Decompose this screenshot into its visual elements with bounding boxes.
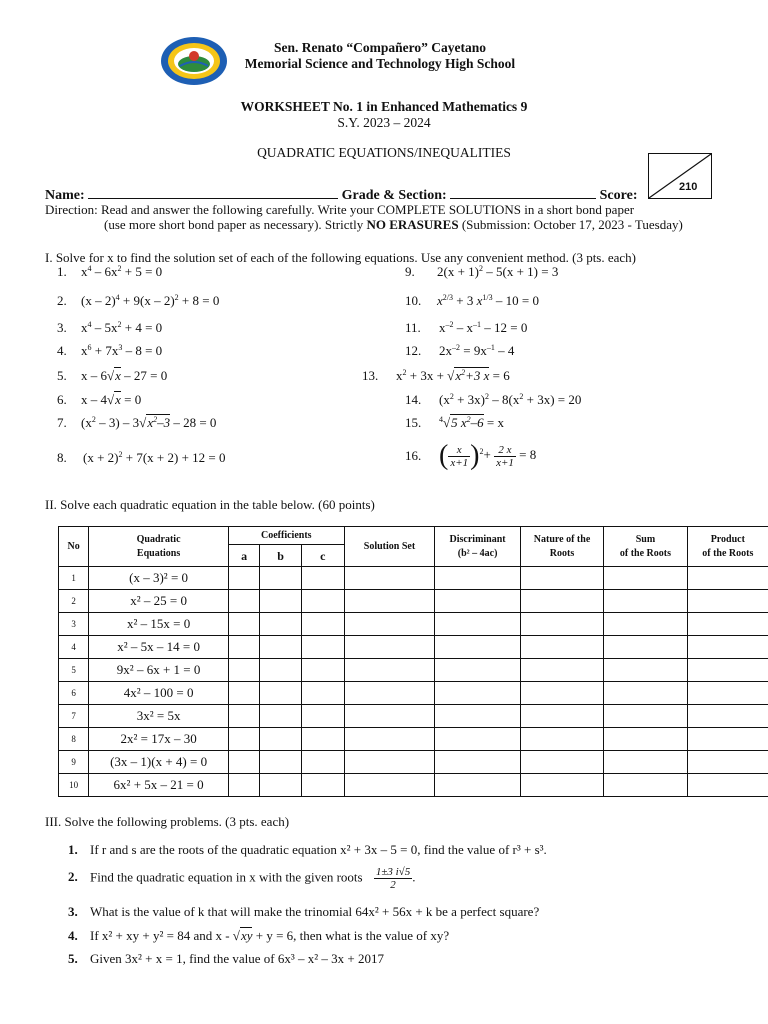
table-row xyxy=(59,728,768,751)
answer-cell[interactable] xyxy=(260,567,302,590)
answer-cell[interactable] xyxy=(301,728,344,751)
answer-cell[interactable] xyxy=(520,590,603,613)
school-year: S.Y. 2023 – 2024 xyxy=(337,115,431,130)
answer-cell[interactable] xyxy=(228,728,259,751)
part1-item-16: 16. ( $\frac{x}{x+1}$ )$^2$+ $\frac{2 x}{x+1}$ = 8 xyxy=(405,440,537,471)
answer-cell[interactable] xyxy=(344,682,435,705)
row-equation: (x – 3)² = 0 xyxy=(89,567,229,590)
row-equation: 6x² + 5x – 21 = 0 xyxy=(89,774,229,797)
table-row xyxy=(59,567,768,590)
quadratic-table xyxy=(58,526,768,797)
row-equation: x² – 15x = 0 xyxy=(89,613,229,636)
part1-item-11: 11. $x^{-2} - x^{-1} - 12 = 0$ xyxy=(405,320,528,335)
header-quadratic-equations: Quadratic Equations xyxy=(89,527,229,567)
answer-cell[interactable] xyxy=(301,590,344,613)
answer-cell[interactable] xyxy=(260,705,302,728)
answer-cell[interactable] xyxy=(260,659,302,682)
name-label: Name: xyxy=(45,188,85,203)
answer-cell[interactable] xyxy=(604,590,687,613)
table-row xyxy=(59,774,768,797)
answer-cell[interactable] xyxy=(228,567,259,590)
answer-cell[interactable] xyxy=(520,613,603,636)
answer-cell[interactable] xyxy=(301,682,344,705)
table-row xyxy=(59,590,768,613)
part1-item-13: 13. $x^2 + 3x + √x^2+3$ x = 6 xyxy=(362,368,510,383)
problem-4: 4. If x² + xy + y² = 84 and x - √xy + y = 6, then what is the value of xy? xyxy=(68,928,450,943)
answer-cell[interactable] xyxy=(301,636,344,659)
problem-2: 2. Find the quadratic equation in x with the given roots $\frac{1\pm 3 i√5}{2}$ . xyxy=(68,866,416,891)
header-c: c xyxy=(301,545,344,567)
answer-cell[interactable] xyxy=(260,636,302,659)
answer-cell[interactable] xyxy=(687,705,768,728)
answer-cell[interactable] xyxy=(604,705,687,728)
row-number: 6 xyxy=(59,682,89,705)
answer-cell[interactable] xyxy=(520,774,603,797)
part1-item-9: 9. $2(x + 1)^2 - 5(x + 1) = 3$ xyxy=(405,264,559,279)
part1-item-15: 15. $^4$√5 $x^2-6 = x$ xyxy=(405,415,505,430)
row-number: 9 xyxy=(59,751,89,774)
answer-cell[interactable] xyxy=(687,751,768,774)
answer-cell[interactable] xyxy=(344,590,435,613)
part3-instruction: III. Solve the following problems. (3 pts. each) xyxy=(45,814,290,829)
part1-item-7: 7. $(x^2 - 3) - 3√x^2-3 - 28 = 0$ xyxy=(57,415,217,430)
answer-cell[interactable] xyxy=(604,613,687,636)
row-number: 7 xyxy=(59,705,89,728)
answer-cell[interactable] xyxy=(228,590,259,613)
direction-line1: Direction: Read and answer the following carefully. Write your COMPLETE SOLUTIONS in a short bond paper xyxy=(45,202,635,217)
answer-cell[interactable] xyxy=(260,682,302,705)
part1-item-6: 6. x – 4√x = 0 xyxy=(57,392,142,407)
answer-cell[interactable] xyxy=(520,751,603,774)
header-product-of-roots: Product of the Roots xyxy=(687,527,768,567)
score-label: Score: xyxy=(599,188,638,203)
answer-cell[interactable] xyxy=(687,613,768,636)
school-name-line2: Memorial Science and Technology High School xyxy=(244,56,516,71)
answer-cell[interactable] xyxy=(687,590,768,613)
part1-item-1: 1. $x^4 - 6x^2 + 5 = 0$ xyxy=(57,264,163,279)
school-logo-icon xyxy=(160,36,228,86)
answer-cell[interactable] xyxy=(435,590,520,613)
answer-cell[interactable] xyxy=(228,682,259,705)
row-number: 1 xyxy=(59,567,89,590)
answer-cell[interactable] xyxy=(228,705,259,728)
answer-cell[interactable] xyxy=(344,636,435,659)
problem-1: 1. If r and s are the roots of the quadratic equation x² + 3x – 5 = 0, find the value of r³ + s³. xyxy=(68,842,547,857)
part1-item-14: 14. $(x^2 + 3x)^2 - 8(x^2 + 3x) = 20$ xyxy=(405,392,582,407)
header-discriminant: Discriminant (b² – 4ac) xyxy=(435,527,520,567)
answer-cell[interactable] xyxy=(301,751,344,774)
table-row xyxy=(59,705,768,728)
part2-instruction: II. Solve each quadratic equation in the table below. (60 points) xyxy=(45,497,375,512)
header-solution-set: Solution Set xyxy=(344,527,435,567)
answer-cell[interactable] xyxy=(228,751,259,774)
part1-instruction: I. Solve for x to find the solution set of each of the following equations. Use any convenient method. (3 pts. each) xyxy=(45,250,636,265)
answer-cell[interactable] xyxy=(301,774,344,797)
answer-cell[interactable] xyxy=(687,567,768,590)
direction-line2: (use more short bond paper as necessary). Strictly NO ERASURES (Submission: October 17, 2023 - Tuesday) xyxy=(104,217,683,232)
answer-cell[interactable] xyxy=(435,751,520,774)
answer-cell[interactable] xyxy=(260,613,302,636)
row-equation: 2x² = 17x – 30 xyxy=(89,728,229,751)
no-erasures: NO ERASURES xyxy=(366,217,459,232)
problem-3: 3. What is the value of k that will make the trinomial 64x² + 56x + k be a perfect square? xyxy=(68,904,540,919)
problem-5: 5. Given 3x² + x = 1, find the value of 6x³ – x² – 3x + 2017 xyxy=(68,951,385,966)
answer-cell[interactable] xyxy=(435,682,520,705)
part1-item-5: 5. x – 6√x – 27 = 0 xyxy=(57,368,168,383)
answer-cell[interactable] xyxy=(687,682,768,705)
answer-cell[interactable] xyxy=(228,636,259,659)
table-row xyxy=(59,659,768,682)
table-row xyxy=(59,682,768,705)
answer-cell[interactable] xyxy=(344,774,435,797)
part1-item-2: 2. (x – 2)$^4$ + 9(x – 2)$^2$ + 8 = 0 xyxy=(57,293,220,308)
header-b: b xyxy=(260,545,302,567)
answer-cell[interactable] xyxy=(228,659,259,682)
part1-item-8: 8. $(x + 2)^2 + 7(x + 2) + 12 = 0$ xyxy=(57,450,226,465)
row-number: 3 xyxy=(59,613,89,636)
row-number: 10 xyxy=(59,774,89,797)
part1-item-3: 3. $x^4 - 5x^2 + 4 = 0$ xyxy=(57,320,163,335)
score-value: 210 xyxy=(679,181,698,193)
answer-cell[interactable] xyxy=(301,659,344,682)
header-nature-of-roots: Nature of the Roots xyxy=(520,527,603,567)
topic-title: QUADRATIC EQUATIONS/INEQUALITIES xyxy=(257,145,511,160)
answer-cell[interactable] xyxy=(301,567,344,590)
grade-section-field[interactable] xyxy=(450,187,596,199)
header-coefficients: Coefficients xyxy=(228,527,344,545)
table-row xyxy=(59,613,768,636)
row-equation: x² – 25 = 0 xyxy=(89,590,229,613)
part1-item-10: 10. $x^{2/3} + 3$ $x^{1/3} - 10 = 0$ xyxy=(405,293,539,308)
row-equation: (3x – 1)(x + 4) = 0 xyxy=(89,751,229,774)
worksheet-title: WORKSHEET No. 1 in Enhanced Mathematics 9 xyxy=(240,99,528,114)
answer-cell[interactable] xyxy=(435,613,520,636)
row-number: 8 xyxy=(59,728,89,751)
answer-cell[interactable] xyxy=(687,659,768,682)
answer-cell[interactable] xyxy=(604,659,687,682)
answer-cell[interactable] xyxy=(604,567,687,590)
answer-cell[interactable] xyxy=(260,728,302,751)
answer-cell[interactable] xyxy=(520,682,603,705)
header-no: No xyxy=(59,527,89,567)
answer-cell[interactable] xyxy=(435,705,520,728)
answer-cell[interactable] xyxy=(301,705,344,728)
answer-cell[interactable] xyxy=(344,659,435,682)
answer-cell[interactable] xyxy=(228,613,259,636)
part1-item-4: 4. $x^6 + 7x^3 - 8 = 0$ xyxy=(57,343,163,358)
grade-section-label: Grade & Section: xyxy=(341,188,447,203)
row-number: 2 xyxy=(59,590,89,613)
row-equation: 9x² – 6x + 1 = 0 xyxy=(89,659,229,682)
answer-cell[interactable] xyxy=(604,636,687,659)
table-row xyxy=(59,636,768,659)
row-number: 5 xyxy=(59,659,89,682)
answer-cell[interactable] xyxy=(260,774,302,797)
answer-cell[interactable] xyxy=(520,728,603,751)
answer-cell[interactable] xyxy=(687,728,768,751)
answer-cell[interactable] xyxy=(435,567,520,590)
row-number: 4 xyxy=(59,636,89,659)
answer-cell[interactable] xyxy=(344,567,435,590)
header-a: a xyxy=(228,545,259,567)
answer-cell[interactable] xyxy=(435,636,520,659)
answer-cell[interactable] xyxy=(604,774,687,797)
name-field[interactable] xyxy=(88,187,338,199)
answer-cell[interactable] xyxy=(604,728,687,751)
answer-cell[interactable] xyxy=(301,613,344,636)
answer-cell[interactable] xyxy=(435,659,520,682)
answer-cell[interactable] xyxy=(604,751,687,774)
answer-cell[interactable] xyxy=(687,774,768,797)
part1-item-12: 12. $2x^{-2} = 9x^{-1} - 4$ xyxy=(405,343,515,358)
answer-cell[interactable] xyxy=(344,728,435,751)
answer-cell[interactable] xyxy=(344,613,435,636)
answer-cell[interactable] xyxy=(687,636,768,659)
answer-cell[interactable] xyxy=(520,567,603,590)
row-equation: x² – 5x – 14 = 0 xyxy=(89,636,229,659)
row-equation: 4x² – 100 = 0 xyxy=(89,682,229,705)
score-box xyxy=(648,153,712,199)
school-name-line1: Sen. Renato “Compañero” Cayetano xyxy=(274,40,486,55)
answer-cell[interactable] xyxy=(435,774,520,797)
row-equation: 3x² = 5x xyxy=(89,705,229,728)
table-row xyxy=(59,751,768,774)
answer-cell[interactable] xyxy=(520,636,603,659)
answer-cell[interactable] xyxy=(520,705,603,728)
header-sum-of-roots: Sum of the Roots xyxy=(604,527,687,567)
answer-cell[interactable] xyxy=(260,751,302,774)
answer-cell[interactable] xyxy=(344,751,435,774)
answer-cell[interactable] xyxy=(260,590,302,613)
answer-cell[interactable] xyxy=(228,774,259,797)
answer-cell[interactable] xyxy=(344,705,435,728)
answer-cell[interactable] xyxy=(520,659,603,682)
answer-cell[interactable] xyxy=(435,728,520,751)
answer-cell[interactable] xyxy=(604,682,687,705)
